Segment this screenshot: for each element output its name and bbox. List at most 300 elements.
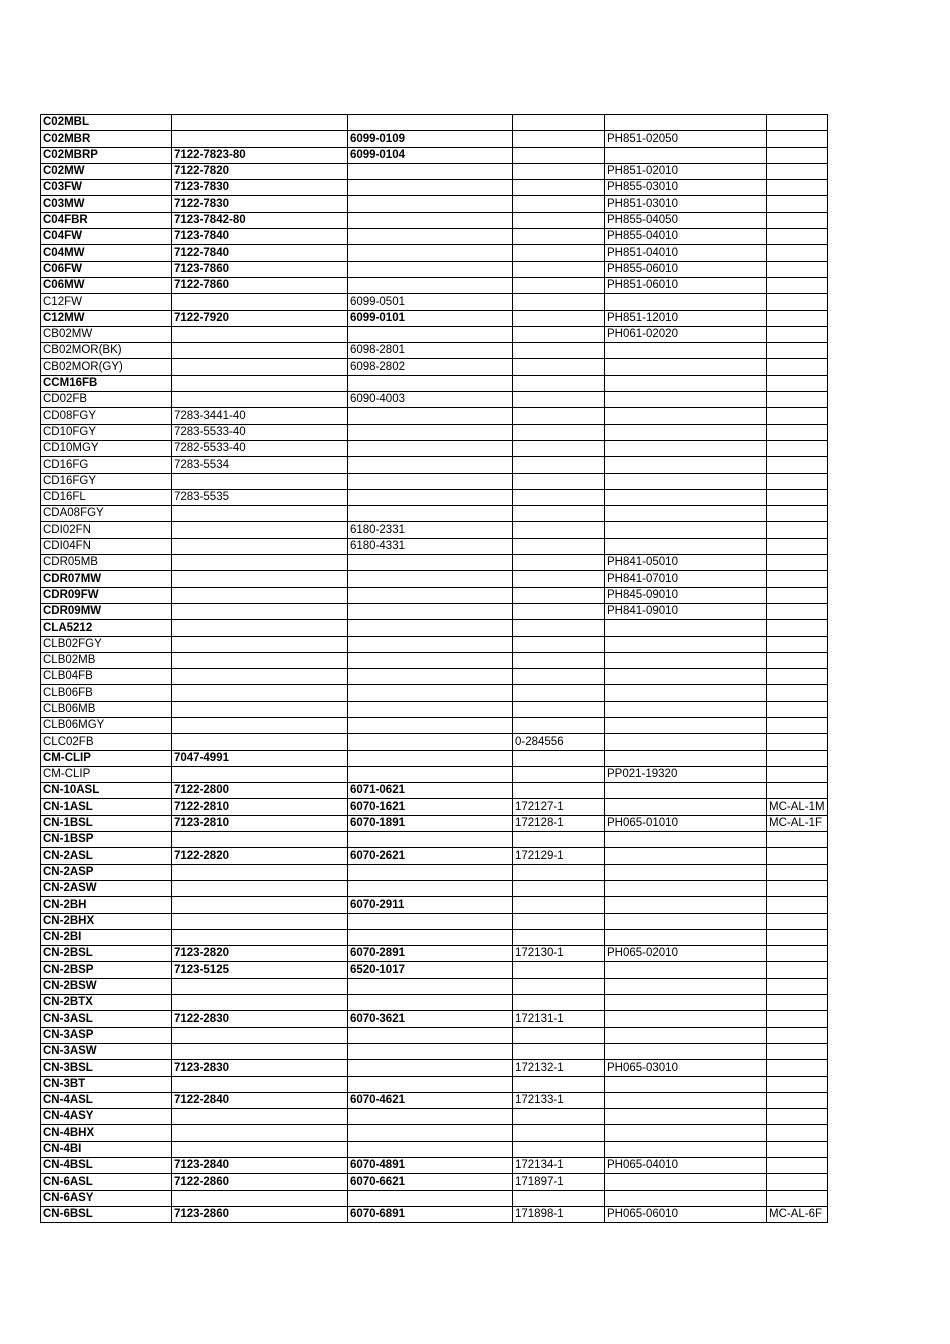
cross-reference-cell [767, 1190, 828, 1206]
part-number-cell: C04FBR [41, 212, 172, 228]
part-number-cell: CN-4BSL [41, 1158, 172, 1174]
cross-reference-cell [513, 473, 605, 489]
cross-reference-cell [767, 701, 828, 717]
cross-reference-cell: 7047-4991 [172, 750, 348, 766]
cross-reference-cell [605, 473, 767, 489]
table-row [41, 1206, 828, 1222]
cross-reference-cell [767, 277, 828, 293]
table-row [41, 408, 828, 424]
part-number-cell: CN-2ASL [41, 848, 172, 864]
table-row [41, 294, 828, 310]
cross-reference-cell: PH065-02010 [605, 946, 767, 962]
part-number-cell: C02MBL [41, 115, 172, 131]
table-row [41, 277, 828, 293]
part-number-cell: CN-2BTX [41, 995, 172, 1011]
cross-reference-cell [348, 652, 513, 668]
table-row [41, 1190, 828, 1206]
table-row [41, 929, 828, 945]
cross-reference-cell: PH841-05010 [605, 555, 767, 571]
cross-reference-cell [348, 929, 513, 945]
part-number-cell: CN-2BSL [41, 946, 172, 962]
table-row [41, 180, 828, 196]
cross-reference-cell [513, 864, 605, 880]
part-number-cell: C02MW [41, 163, 172, 179]
cross-reference-cell: 7283-3441-40 [172, 408, 348, 424]
part-number-cell: CLB02MB [41, 652, 172, 668]
cross-reference-cell [767, 1158, 828, 1174]
cross-reference-cell [767, 424, 828, 440]
cross-reference-cell [767, 310, 828, 326]
part-number-cell: CN-4BHX [41, 1125, 172, 1141]
cross-reference-cell [513, 978, 605, 994]
table-row [41, 392, 828, 408]
part-number-cell: CD08FGY [41, 408, 172, 424]
cross-reference-cell: 7123-2820 [172, 946, 348, 962]
cross-reference-cell [513, 1076, 605, 1092]
cross-reference-cell [513, 180, 605, 196]
table-row [41, 848, 828, 864]
cross-reference-cell [767, 897, 828, 913]
cross-reference-cell [348, 1125, 513, 1141]
cross-reference-cell [605, 717, 767, 733]
part-number-cell: C03FW [41, 180, 172, 196]
cross-reference-cell [767, 1141, 828, 1157]
cross-reference-cell [605, 652, 767, 668]
cross-reference-cell [767, 1092, 828, 1108]
cross-reference-cell [348, 555, 513, 571]
part-number-cell: C12MW [41, 310, 172, 326]
cross-reference-cell: 0-284556 [513, 734, 605, 750]
table-row [41, 163, 828, 179]
cross-reference-cell [172, 326, 348, 342]
cross-reference-cell [348, 440, 513, 456]
cross-reference-cell [172, 1141, 348, 1157]
cross-reference-cell: 7123-2830 [172, 1060, 348, 1076]
part-number-cell: CN-1BSL [41, 815, 172, 831]
cross-reference-cell: 7283-5533-40 [172, 424, 348, 440]
cross-reference-cell [513, 603, 605, 619]
part-number-cell: CDR05MB [41, 555, 172, 571]
part-number-cell: CLB06MGY [41, 717, 172, 733]
cross-reference-cell: PH851-06010 [605, 277, 767, 293]
cross-reference-cell [172, 685, 348, 701]
cross-reference-cell [605, 359, 767, 375]
cross-reference-cell [513, 1125, 605, 1141]
cross-reference-cell [348, 424, 513, 440]
cross-reference-cell [348, 473, 513, 489]
cross-reference-cell [513, 555, 605, 571]
cross-reference-cell [513, 196, 605, 212]
cross-reference-cell: MC-AL-1M [767, 799, 828, 815]
cross-reference-cell [767, 375, 828, 391]
cross-reference-cell [767, 343, 828, 359]
table-row [41, 1125, 828, 1141]
cross-reference-cell [513, 326, 605, 342]
cross-reference-cell [605, 636, 767, 652]
cross-reference-cell [605, 506, 767, 522]
cross-reference-cell [605, 1027, 767, 1043]
cross-reference-cell: 7122-2840 [172, 1092, 348, 1108]
part-number-cell: CN-1BSP [41, 832, 172, 848]
table-row [41, 440, 828, 456]
cross-reference-cell [605, 1011, 767, 1027]
cross-reference-cell: 7283-5534 [172, 457, 348, 473]
cross-reference-cell [767, 392, 828, 408]
cross-reference-cell [767, 196, 828, 212]
cross-reference-cell: PH855-06010 [605, 261, 767, 277]
part-number-cell: CM-CLIP [41, 750, 172, 766]
part-number-cell: CDI04FN [41, 538, 172, 554]
cross-reference-cell [513, 131, 605, 147]
cross-reference-cell [767, 131, 828, 147]
cross-reference-cell [513, 277, 605, 293]
cross-reference-cell [172, 734, 348, 750]
part-number-cell: CN-2BSW [41, 978, 172, 994]
cross-reference-cell [513, 620, 605, 636]
cross-reference-cell [513, 506, 605, 522]
cross-reference-cell [605, 538, 767, 554]
cross-reference-cell: 6070-4891 [348, 1158, 513, 1174]
cross-reference-cell [348, 1190, 513, 1206]
cross-reference-cell [513, 636, 605, 652]
cross-reference-cell [172, 1190, 348, 1206]
cross-reference-cell: PH841-09010 [605, 603, 767, 619]
cross-reference-cell [513, 310, 605, 326]
cross-reference-cell: 6070-1891 [348, 815, 513, 831]
cross-reference-cell [605, 799, 767, 815]
part-number-cell: CN-6ASL [41, 1174, 172, 1190]
cross-reference-cell [172, 392, 348, 408]
part-number-cell: C06MW [41, 277, 172, 293]
cross-reference-cell [767, 326, 828, 342]
cross-reference-cell [767, 522, 828, 538]
cross-reference-cell [605, 1076, 767, 1092]
table-row [41, 1174, 828, 1190]
cross-reference-cell [348, 750, 513, 766]
cross-reference-cell [513, 522, 605, 538]
cross-reference-cell [767, 978, 828, 994]
cross-reference-cell [767, 603, 828, 619]
table-row [41, 147, 828, 163]
cross-reference-cell: 6090-4003 [348, 392, 513, 408]
part-number-cell: CN-2ASP [41, 864, 172, 880]
cross-reference-cell [767, 506, 828, 522]
cross-reference-cell [767, 766, 828, 782]
cross-reference-cell [513, 1109, 605, 1125]
cross-reference-cell [172, 1027, 348, 1043]
part-number-cell: CD10MGY [41, 440, 172, 456]
cross-reference-cell [513, 669, 605, 685]
table-row [41, 995, 828, 1011]
cross-reference-cell: 172131-1 [513, 1011, 605, 1027]
cross-reference-cell: 7122-7920 [172, 310, 348, 326]
part-number-cell: C06FW [41, 261, 172, 277]
table-row [41, 131, 828, 147]
cross-reference-cell [348, 1141, 513, 1157]
cross-reference-cell: 7122-7840 [172, 245, 348, 261]
cross-reference-cell: 6099-0109 [348, 131, 513, 147]
cross-reference-cell [767, 734, 828, 750]
part-number-cell: C02MBR [41, 131, 172, 147]
cross-reference-cell [767, 571, 828, 587]
cross-reference-cell: PH855-03010 [605, 180, 767, 196]
cross-reference-cell [513, 538, 605, 554]
cross-reference-cell [767, 620, 828, 636]
cross-reference-cell [605, 978, 767, 994]
cross-reference-cell: 6070-6891 [348, 1206, 513, 1222]
cross-reference-cell: 172132-1 [513, 1060, 605, 1076]
cross-reference-cell [348, 1076, 513, 1092]
cross-reference-cell [767, 538, 828, 554]
cross-reference-cell [605, 848, 767, 864]
cross-reference-cell [172, 294, 348, 310]
table-row [41, 864, 828, 880]
table-row [41, 310, 828, 326]
cross-reference-cell [513, 212, 605, 228]
cross-reference-cell [172, 359, 348, 375]
cross-reference-cell [605, 962, 767, 978]
cross-reference-cell [513, 457, 605, 473]
table-row [41, 750, 828, 766]
table-row [41, 212, 828, 228]
cross-reference-cell [605, 147, 767, 163]
cross-reference-cell [767, 929, 828, 945]
cross-reference-cell [513, 929, 605, 945]
part-number-cell: CD16FGY [41, 473, 172, 489]
part-number-cell: CB02MW [41, 326, 172, 342]
table-row [41, 620, 828, 636]
cross-reference-cell: 172129-1 [513, 848, 605, 864]
cross-reference-cell [513, 245, 605, 261]
table-row [41, 1043, 828, 1059]
cross-reference-cell [172, 375, 348, 391]
cross-reference-cell [605, 1043, 767, 1059]
cross-reference-cell [767, 783, 828, 799]
cross-reference-cell: PH855-04050 [605, 212, 767, 228]
part-number-cell: CN-3BT [41, 1076, 172, 1092]
cross-reference-cell: 7122-7823-80 [172, 147, 348, 163]
cross-reference-cell [767, 652, 828, 668]
cross-reference-cell [172, 669, 348, 685]
cross-reference-cell [513, 587, 605, 603]
part-number-cell: CN-10ASL [41, 783, 172, 799]
cross-reference-cell [605, 1174, 767, 1190]
cross-reference-cell [513, 1141, 605, 1157]
cross-reference-cell [348, 571, 513, 587]
cross-reference-cell [605, 669, 767, 685]
cross-reference-cell [348, 180, 513, 196]
cross-reference-cell [605, 489, 767, 505]
table-row [41, 815, 828, 831]
cross-reference-cell: 6098-2802 [348, 359, 513, 375]
table-row [41, 946, 828, 962]
cross-reference-cell [605, 375, 767, 391]
cross-reference-cell [767, 163, 828, 179]
cross-reference-cell [513, 1190, 605, 1206]
cross-reference-cell [767, 359, 828, 375]
cross-reference-cell [513, 115, 605, 131]
cross-reference-cell [605, 995, 767, 1011]
cross-reference-cell: 6070-2891 [348, 946, 513, 962]
cross-reference-cell: 7123-7830 [172, 180, 348, 196]
cross-reference-cell: 6099-0501 [348, 294, 513, 310]
cross-reference-cell [767, 473, 828, 489]
cross-reference-cell [172, 929, 348, 945]
cross-reference-cell [348, 995, 513, 1011]
cross-reference-cell [172, 620, 348, 636]
cross-reference-cell [513, 440, 605, 456]
cross-reference-cell [513, 343, 605, 359]
cross-reference-cell [605, 1190, 767, 1206]
cross-reference-cell [348, 506, 513, 522]
cross-reference-cell: PH065-03010 [605, 1060, 767, 1076]
cross-reference-cell [513, 717, 605, 733]
cross-reference-cell: 172128-1 [513, 815, 605, 831]
cross-reference-cell [605, 880, 767, 896]
cross-reference-cell [172, 506, 348, 522]
cross-reference-cell [513, 489, 605, 505]
table-row [41, 555, 828, 571]
cross-reference-cell [767, 440, 828, 456]
part-number-cell: CN-2BSP [41, 962, 172, 978]
cross-reference-cell [513, 408, 605, 424]
cross-reference-cell: 7122-7830 [172, 196, 348, 212]
cross-reference-cell: 172130-1 [513, 946, 605, 962]
table-row [41, 799, 828, 815]
cross-reference-cell [767, 587, 828, 603]
part-number-cell: CLB06MB [41, 701, 172, 717]
cross-reference-cell [172, 880, 348, 896]
cross-reference-cell [605, 115, 767, 131]
table-row [41, 457, 828, 473]
table-row [41, 913, 828, 929]
cross-reference-cell: 7282-5533-40 [172, 440, 348, 456]
cross-reference-cell: 6070-2911 [348, 897, 513, 913]
cross-reference-cell: 172127-1 [513, 799, 605, 815]
table-body [41, 115, 828, 1223]
table-row [41, 538, 828, 554]
table-row [41, 701, 828, 717]
cross-reference-cell: 7122-7820 [172, 163, 348, 179]
table-row [41, 1109, 828, 1125]
table-row [41, 832, 828, 848]
table-row [41, 1092, 828, 1108]
cross-reference-cell [348, 587, 513, 603]
cross-reference-cell: PP021-19320 [605, 766, 767, 782]
table-row [41, 1027, 828, 1043]
cross-reference-cell [172, 555, 348, 571]
cross-reference-cell [605, 734, 767, 750]
cross-reference-cell [513, 392, 605, 408]
part-number-cell: CB02MOR(BK) [41, 343, 172, 359]
table-row [41, 669, 828, 685]
cross-reference-cell [605, 1125, 767, 1141]
cross-reference-cell [348, 115, 513, 131]
cross-reference-cell: 171897-1 [513, 1174, 605, 1190]
cross-reference-cell: 7283-5535 [172, 489, 348, 505]
cross-reference-cell [767, 913, 828, 929]
table-row [41, 571, 828, 587]
cross-reference-cell: 6070-4621 [348, 1092, 513, 1108]
cross-reference-cell [767, 1125, 828, 1141]
part-number-cell: CD16FG [41, 457, 172, 473]
table-row [41, 880, 828, 896]
cross-reference-cell [172, 978, 348, 994]
cross-reference-cell: 171898-1 [513, 1206, 605, 1222]
cross-reference-cell [513, 294, 605, 310]
cross-reference-cell [767, 946, 828, 962]
part-number-cell: CLB04FB [41, 669, 172, 685]
table-row [41, 506, 828, 522]
cross-reference-cell [767, 995, 828, 1011]
cross-reference-cell: 7123-5125 [172, 962, 348, 978]
cross-reference-cell [605, 457, 767, 473]
cross-reference-cell [348, 620, 513, 636]
cross-reference-cell [172, 766, 348, 782]
part-number-cell: CDR09MW [41, 603, 172, 619]
cross-reference-cell [172, 717, 348, 733]
cross-reference-cell [605, 392, 767, 408]
cross-reference-cell [348, 457, 513, 473]
cross-reference-cell [172, 587, 348, 603]
cross-reference-cell: 6070-3621 [348, 1011, 513, 1027]
cross-reference-cell: PH851-04010 [605, 245, 767, 261]
cross-reference-cell [513, 750, 605, 766]
cross-reference-cell [513, 375, 605, 391]
cross-reference-cell: PH851-12010 [605, 310, 767, 326]
cross-reference-cell [513, 913, 605, 929]
table-row [41, 734, 828, 750]
cross-reference-cell: PH065-06010 [605, 1206, 767, 1222]
table-row [41, 229, 828, 245]
cross-reference-cell [513, 701, 605, 717]
cross-reference-cell [767, 1011, 828, 1027]
part-number-cell: CB02MOR(GY) [41, 359, 172, 375]
cross-reference-cell [605, 424, 767, 440]
cross-reference-cell [513, 424, 605, 440]
cross-reference-cell [605, 913, 767, 929]
cross-reference-cell [767, 457, 828, 473]
table-row [41, 359, 828, 375]
part-number-cell: CN-2ASW [41, 880, 172, 896]
cross-reference-cell [172, 913, 348, 929]
table-row [41, 115, 828, 131]
cross-reference-cell [348, 326, 513, 342]
table-row [41, 587, 828, 603]
cross-reference-cell [605, 685, 767, 701]
table-row [41, 343, 828, 359]
cross-reference-cell: 7123-2810 [172, 815, 348, 831]
table-row [41, 261, 828, 277]
cross-reference-cell [513, 229, 605, 245]
cross-reference-cell [513, 147, 605, 163]
cross-reference-cell [767, 229, 828, 245]
part-number-cell: CD16FL [41, 489, 172, 505]
cross-reference-cell [348, 603, 513, 619]
cross-reference-cell [348, 766, 513, 782]
cross-reference-cell [605, 1109, 767, 1125]
cross-reference-cell [513, 897, 605, 913]
cross-reference-cell [767, 717, 828, 733]
part-number-cell: CDR09FW [41, 587, 172, 603]
cross-reference-cell [348, 163, 513, 179]
part-number-cell: CD10FGY [41, 424, 172, 440]
table-row [41, 603, 828, 619]
table-row [41, 424, 828, 440]
cross-reference-cell: PH841-07010 [605, 571, 767, 587]
cross-reference-cell [605, 783, 767, 799]
cross-reference-cell [172, 995, 348, 1011]
